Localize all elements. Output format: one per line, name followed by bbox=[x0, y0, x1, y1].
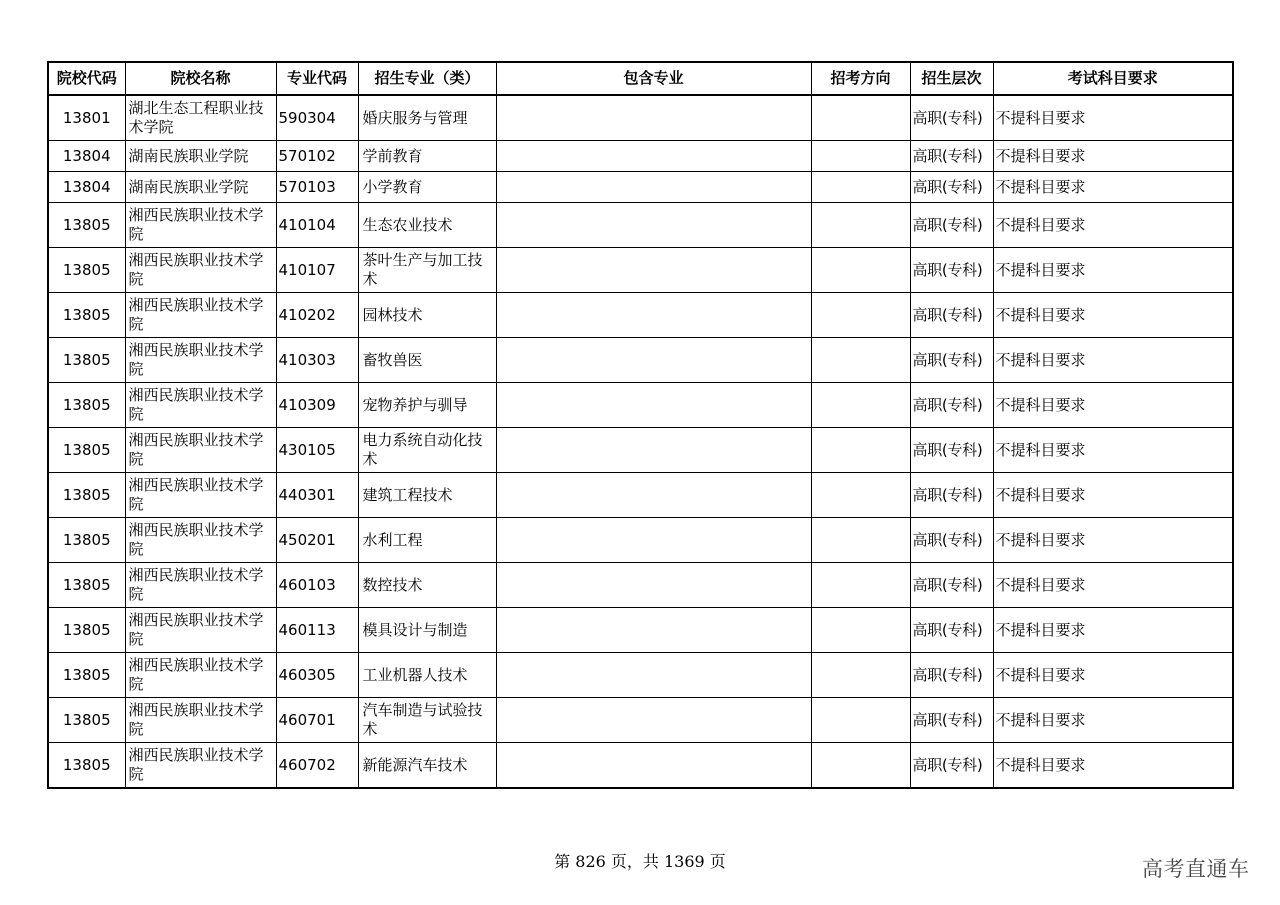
cell-school-code: 13805 bbox=[48, 743, 125, 789]
cell-school-name: 湘西民族职业技术学院 bbox=[125, 248, 276, 293]
cell-exam-requirement: 不提科目要求 bbox=[993, 338, 1233, 383]
cell-level: 高职(专科) bbox=[910, 563, 993, 608]
cell-major-code: 430105 bbox=[276, 428, 358, 473]
cell-included-majors bbox=[496, 698, 811, 743]
cell-major-code: 570103 bbox=[276, 172, 358, 203]
cell-exam-requirement: 不提科目要求 bbox=[993, 141, 1233, 172]
cell-school-name: 湘西民族职业技术学院 bbox=[125, 338, 276, 383]
watermark-logo: 高考直通车 bbox=[1142, 857, 1250, 881]
header-major-code: 专业代码 bbox=[276, 62, 358, 95]
page-number-text: 第 826 页，共 1369 页 bbox=[554, 852, 726, 871]
cell-major-code: 460305 bbox=[276, 653, 358, 698]
cell-major: 学前教育 bbox=[358, 141, 496, 172]
cell-school-name: 湘西民族职业技术学院 bbox=[125, 563, 276, 608]
header-school-code: 院校代码 bbox=[48, 62, 125, 95]
cell-school-name: 湘西民族职业技术学院 bbox=[125, 293, 276, 338]
cell-included-majors bbox=[496, 743, 811, 789]
cell-school-code: 13805 bbox=[48, 428, 125, 473]
cell-level: 高职(专科) bbox=[910, 653, 993, 698]
header-major: 招生专业（类） bbox=[358, 62, 496, 95]
cell-major: 生态农业技术 bbox=[358, 203, 496, 248]
cell-direction bbox=[811, 95, 910, 141]
cell-major: 畜牧兽医 bbox=[358, 338, 496, 383]
cell-level: 高职(专科) bbox=[910, 383, 993, 428]
admissions-table-container bbox=[47, 61, 1234, 789]
cell-major: 园林技术 bbox=[358, 293, 496, 338]
table-row bbox=[48, 141, 1233, 172]
table-row bbox=[48, 338, 1233, 383]
cell-major-code: 410107 bbox=[276, 248, 358, 293]
cell-school-code: 13805 bbox=[48, 518, 125, 563]
cell-included-majors bbox=[496, 95, 811, 141]
cell-level: 高职(专科) bbox=[910, 473, 993, 518]
header-exam-requirement: 考试科目要求 bbox=[993, 62, 1233, 95]
table-row bbox=[48, 473, 1233, 518]
cell-school-code: 13801 bbox=[48, 95, 125, 141]
cell-school-name: 湖南民族职业学院 bbox=[125, 172, 276, 203]
cell-major-code: 460701 bbox=[276, 698, 358, 743]
cell-school-code: 13804 bbox=[48, 172, 125, 203]
cell-major-code: 460702 bbox=[276, 743, 358, 789]
cell-direction bbox=[811, 518, 910, 563]
cell-major: 电力系统自动化技术 bbox=[358, 428, 496, 473]
admissions-table bbox=[47, 61, 1234, 789]
cell-direction bbox=[811, 172, 910, 203]
table-row bbox=[48, 248, 1233, 293]
header-direction: 招考方向 bbox=[811, 62, 910, 95]
table-row bbox=[48, 698, 1233, 743]
cell-exam-requirement: 不提科目要求 bbox=[993, 743, 1233, 789]
table-header-row bbox=[48, 62, 1233, 95]
cell-exam-requirement: 不提科目要求 bbox=[993, 653, 1233, 698]
page-footer bbox=[0, 849, 1280, 872]
cell-level: 高职(专科) bbox=[910, 338, 993, 383]
cell-exam-requirement: 不提科目要求 bbox=[993, 383, 1233, 428]
table-row bbox=[48, 743, 1233, 789]
cell-included-majors bbox=[496, 338, 811, 383]
table-row bbox=[48, 653, 1233, 698]
cell-exam-requirement: 不提科目要求 bbox=[993, 698, 1233, 743]
cell-school-name: 湘西民族职业技术学院 bbox=[125, 698, 276, 743]
cell-direction bbox=[811, 653, 910, 698]
cell-level: 高职(专科) bbox=[910, 172, 993, 203]
cell-major-code: 410309 bbox=[276, 383, 358, 428]
cell-level: 高职(专科) bbox=[910, 518, 993, 563]
cell-direction bbox=[811, 203, 910, 248]
cell-school-code: 13805 bbox=[48, 203, 125, 248]
cell-exam-requirement: 不提科目要求 bbox=[993, 518, 1233, 563]
cell-included-majors bbox=[496, 248, 811, 293]
cell-exam-requirement: 不提科目要求 bbox=[993, 95, 1233, 141]
table-row bbox=[48, 563, 1233, 608]
cell-major-code: 440301 bbox=[276, 473, 358, 518]
cell-included-majors bbox=[496, 203, 811, 248]
cell-major: 工业机器人技术 bbox=[358, 653, 496, 698]
cell-level: 高职(专科) bbox=[910, 248, 993, 293]
table-row bbox=[48, 383, 1233, 428]
cell-level: 高职(专科) bbox=[910, 698, 993, 743]
cell-level: 高职(专科) bbox=[910, 141, 993, 172]
cell-level: 高职(专科) bbox=[910, 293, 993, 338]
cell-school-name: 湘西民族职业技术学院 bbox=[125, 743, 276, 789]
cell-major: 婚庆服务与管理 bbox=[358, 95, 496, 141]
table-row bbox=[48, 203, 1233, 248]
cell-exam-requirement: 不提科目要求 bbox=[993, 428, 1233, 473]
table-row bbox=[48, 172, 1233, 203]
cell-exam-requirement: 不提科目要求 bbox=[993, 203, 1233, 248]
cell-direction bbox=[811, 608, 910, 653]
cell-direction bbox=[811, 383, 910, 428]
cell-direction bbox=[811, 141, 910, 172]
cell-school-code: 13804 bbox=[48, 141, 125, 172]
cell-major: 茶叶生产与加工技术 bbox=[358, 248, 496, 293]
cell-major: 新能源汽车技术 bbox=[358, 743, 496, 789]
cell-major-code: 460103 bbox=[276, 563, 358, 608]
cell-direction bbox=[811, 428, 910, 473]
cell-major-code: 410104 bbox=[276, 203, 358, 248]
cell-major: 汽车制造与试验技术 bbox=[358, 698, 496, 743]
cell-school-name: 湘西民族职业技术学院 bbox=[125, 518, 276, 563]
cell-school-name: 湘西民族职业技术学院 bbox=[125, 473, 276, 518]
table-row bbox=[48, 608, 1233, 653]
cell-major-code: 590304 bbox=[276, 95, 358, 141]
cell-school-code: 13805 bbox=[48, 248, 125, 293]
cell-level: 高职(专科) bbox=[910, 428, 993, 473]
cell-level: 高职(专科) bbox=[910, 95, 993, 141]
cell-major: 模具设计与制造 bbox=[358, 608, 496, 653]
cell-direction bbox=[811, 338, 910, 383]
cell-major-code: 450201 bbox=[276, 518, 358, 563]
cell-major: 小学教育 bbox=[358, 172, 496, 203]
cell-major-code: 410303 bbox=[276, 338, 358, 383]
cell-included-majors bbox=[496, 428, 811, 473]
cell-included-majors bbox=[496, 518, 811, 563]
cell-included-majors bbox=[496, 141, 811, 172]
cell-major-code: 570102 bbox=[276, 141, 358, 172]
cell-school-name: 湘西民族职业技术学院 bbox=[125, 203, 276, 248]
table-row bbox=[48, 518, 1233, 563]
table-row bbox=[48, 293, 1233, 338]
cell-school-code: 13805 bbox=[48, 563, 125, 608]
cell-included-majors bbox=[496, 293, 811, 338]
cell-school-name: 湘西民族职业技术学院 bbox=[125, 428, 276, 473]
cell-school-code: 13805 bbox=[48, 383, 125, 428]
header-included-majors: 包含专业 bbox=[496, 62, 811, 95]
cell-major: 宠物养护与驯导 bbox=[358, 383, 496, 428]
cell-level: 高职(专科) bbox=[910, 203, 993, 248]
cell-school-code: 13805 bbox=[48, 338, 125, 383]
cell-direction bbox=[811, 743, 910, 789]
cell-exam-requirement: 不提科目要求 bbox=[993, 172, 1233, 203]
cell-school-code: 13805 bbox=[48, 608, 125, 653]
cell-school-name: 湖北生态工程职业技术学院 bbox=[125, 95, 276, 141]
table-row bbox=[48, 95, 1233, 141]
cell-school-name: 湘西民族职业技术学院 bbox=[125, 383, 276, 428]
header-school-name: 院校名称 bbox=[125, 62, 276, 95]
cell-school-code: 13805 bbox=[48, 473, 125, 518]
cell-major-code: 460113 bbox=[276, 608, 358, 653]
cell-included-majors bbox=[496, 563, 811, 608]
cell-exam-requirement: 不提科目要求 bbox=[993, 563, 1233, 608]
cell-included-majors bbox=[496, 608, 811, 653]
cell-direction bbox=[811, 698, 910, 743]
cell-included-majors bbox=[496, 172, 811, 203]
cell-exam-requirement: 不提科目要求 bbox=[993, 608, 1233, 653]
cell-direction bbox=[811, 473, 910, 518]
cell-school-name: 湘西民族职业技术学院 bbox=[125, 653, 276, 698]
cell-school-name: 湘西民族职业技术学院 bbox=[125, 608, 276, 653]
cell-included-majors bbox=[496, 653, 811, 698]
cell-direction bbox=[811, 248, 910, 293]
cell-exam-requirement: 不提科目要求 bbox=[993, 248, 1233, 293]
cell-included-majors bbox=[496, 383, 811, 428]
cell-school-name: 湖南民族职业学院 bbox=[125, 141, 276, 172]
cell-level: 高职(专科) bbox=[910, 743, 993, 789]
cell-school-code: 13805 bbox=[48, 293, 125, 338]
cell-major: 建筑工程技术 bbox=[358, 473, 496, 518]
table-row bbox=[48, 428, 1233, 473]
cell-exam-requirement: 不提科目要求 bbox=[993, 293, 1233, 338]
cell-school-code: 13805 bbox=[48, 698, 125, 743]
cell-direction bbox=[811, 293, 910, 338]
cell-included-majors bbox=[496, 473, 811, 518]
cell-major: 数控技术 bbox=[358, 563, 496, 608]
header-level: 招生层次 bbox=[910, 62, 993, 95]
cell-exam-requirement: 不提科目要求 bbox=[993, 473, 1233, 518]
cell-direction bbox=[811, 563, 910, 608]
cell-major: 水利工程 bbox=[358, 518, 496, 563]
cell-major-code: 410202 bbox=[276, 293, 358, 338]
cell-level: 高职(专科) bbox=[910, 608, 993, 653]
cell-school-code: 13805 bbox=[48, 653, 125, 698]
